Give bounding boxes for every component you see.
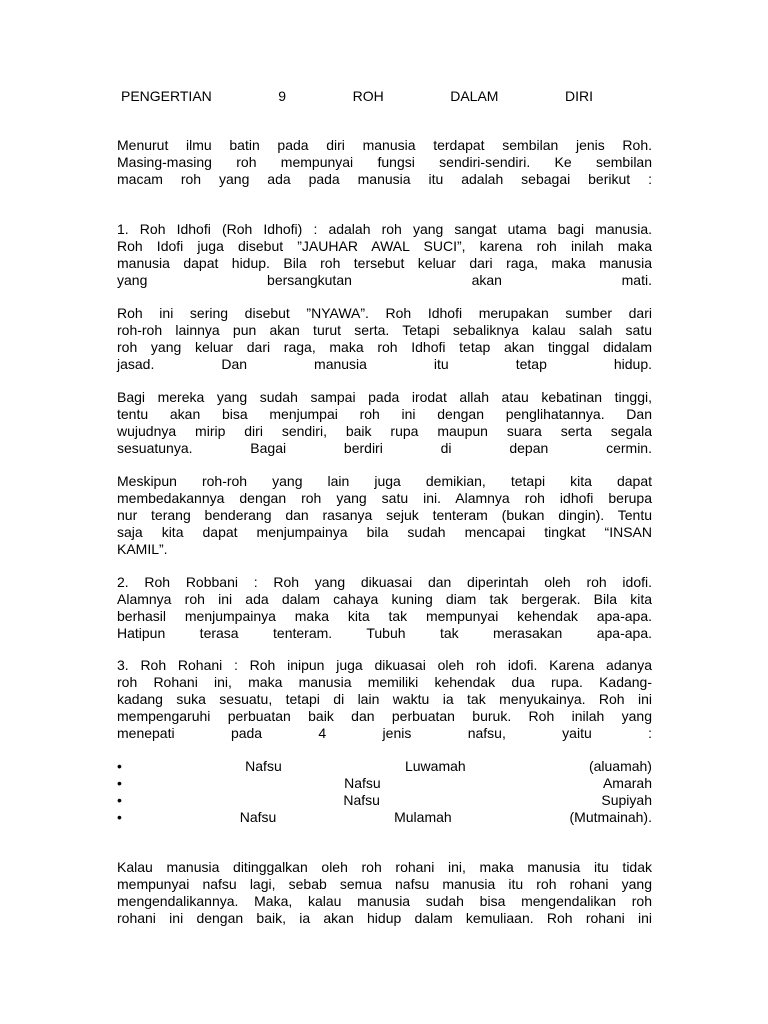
text-line: saja kita dapat menjumpainya bila sudah mencapai tingkat “INSAN — [117, 523, 652, 540]
text-line: kadang suka sesuatu, tetapi di lain waktu ia tak menyukainya. Roh ini — [117, 690, 652, 707]
list-item-text: Nafsu — [344, 775, 381, 791]
roh-rohani-paragraph — [117, 657, 652, 742]
bullet-icon: • — [117, 792, 122, 808]
list-item — [117, 775, 652, 792]
bullet-icon: • — [117, 809, 122, 825]
text-line: 2. Roh Robbani : Roh yang dikuasai dan diperintah oleh roh idofi. — [117, 574, 652, 590]
text-line: Masing-masing roh mempunyai fungsi sendiri-sendiri. Ke sembilan — [117, 153, 652, 170]
list-item-text: (Mutmainah). — [569, 809, 652, 825]
text-line: mengendalikannya. Maka, kalau manusia sudah bisa mengendalikan roh — [117, 892, 652, 909]
text-line: rohani ini dengan baik, ia akan hidup dalam kemuliaan. Roh rohani ini — [117, 909, 652, 926]
text-line: Roh Idofi juga disebut ”JAUHAR AWAL SUCI”, karena roh inilah maka — [117, 237, 652, 254]
nyawa-paragraph — [117, 305, 652, 373]
title-word: ROH — [352, 88, 384, 104]
text-line: macam roh yang ada pada manusia itu adalah sebagai berikut : — [117, 170, 652, 187]
bagi-mereka-paragraph — [117, 389, 652, 457]
text-line: 1. Roh Idhofi (Roh Idhofi) : adalah roh yang sangat utama bagi manusia. — [117, 221, 652, 237]
list-item — [117, 809, 652, 826]
text-line: Bagi mereka yang sudah sampai pada irodat allah atau kebatinan tinggi, — [117, 389, 652, 405]
text-line: Roh ini sering disebut ”NYAWA”. Roh Idhofi merupakan sumber dari — [117, 305, 652, 321]
page-title — [121, 88, 593, 105]
text-line: Meskipun roh-roh yang lain juga demikian, tetapi kita dapat — [117, 473, 652, 489]
text-line: Hatipun terasa tenteram. Tubuh tak merasakan apa-apa. — [117, 624, 652, 641]
text-line: mempunyai nafsu lagi, sebab semua nafsu manusia itu roh rohani yang — [117, 875, 652, 892]
text-line: Kalau manusia ditinggalkan oleh roh rohani ini, maka manusia itu tidak — [117, 859, 652, 875]
text-line: wujudnya mirip diri sendiri, baik rupa maupun suara serta segala — [117, 422, 652, 439]
kalau-manusia-paragraph — [117, 859, 652, 927]
bullet-icon: • — [117, 775, 122, 791]
text-line: menepati pada 4 jenis nafsu, yaitu : — [117, 724, 652, 741]
list-item — [117, 792, 652, 809]
list-item-text: Nafsu — [343, 792, 380, 808]
list-item-text: (aluamah) — [588, 758, 652, 774]
title-word: 9 — [278, 88, 287, 104]
list-item-text: Amarah — [602, 775, 652, 791]
list-item-text: Nafsu — [239, 809, 277, 825]
text-line: nur terang benderang dan rasanya sejuk tenteram (bukan dingin). Tentu — [117, 506, 652, 523]
nafsu-bullet-list — [117, 758, 652, 826]
text-line: Alamnya roh ini ada dalam cahaya kuning diam tak bergerak. Bila kita — [117, 590, 652, 607]
text-line: Menurut ilmu batin pada diri manusia terdapat sembilan jenis Roh. — [117, 137, 652, 153]
bullet-icon: • — [117, 758, 122, 774]
text-line: tentu akan bisa menjumpai roh ini dengan penglihatannya. Dan — [117, 405, 652, 422]
list-item-text: Luwamah — [404, 758, 466, 774]
list-item-text: Nafsu — [245, 758, 282, 774]
meskipun-paragraph — [117, 473, 652, 558]
text-line: roh-roh lainnya pun akan turut serta. Tetapi sebaliknya kalau salah satu — [117, 321, 652, 338]
title-word: PENGERTIAN — [121, 88, 212, 104]
title-word: DIRI — [564, 88, 593, 104]
text-line: mempengaruhi perbuatan baik dan perbuatan buruk. Roh inilah yang — [117, 707, 652, 724]
text-line: berhasil menjumpainya maka kita tak mempunyai kehendak apa-apa. — [117, 607, 652, 624]
text-line: membedakannya dengan roh yang satu ini. Alamnya roh idhofi berupa — [117, 489, 652, 506]
text-line: manusia dapat hidup. Bila roh tersebut keluar dari raga, maka manusia — [117, 254, 652, 271]
list-item-text: Supiyah — [601, 792, 652, 808]
roh-idhofi-paragraph — [117, 221, 652, 289]
text-line: roh yang keluar dari raga, maka roh Idhofi tetap akan tinggal didalam — [117, 338, 652, 355]
title-word: DALAM — [450, 88, 499, 104]
text-line: 3. Roh Rohani : Roh inipun juga dikuasai oleh roh idofi. Karena adanya — [117, 657, 652, 673]
text-line: jasad. Dan manusia itu tetap hidup. — [117, 355, 652, 372]
text-line: KAMIL”. — [117, 540, 168, 557]
text-line: sesuatunya. Bagai berdiri di depan cermin. — [117, 439, 652, 456]
text-line: roh Rohani ini, maka manusia memiliki kehendak dua rupa. Kadang- — [117, 673, 652, 690]
intro-paragraph — [117, 137, 652, 188]
text-line: yang bersangkutan akan mati. — [117, 271, 652, 288]
list-item-text: Mulamah — [394, 809, 452, 825]
roh-robbani-paragraph — [117, 574, 652, 642]
list-item — [117, 758, 652, 775]
